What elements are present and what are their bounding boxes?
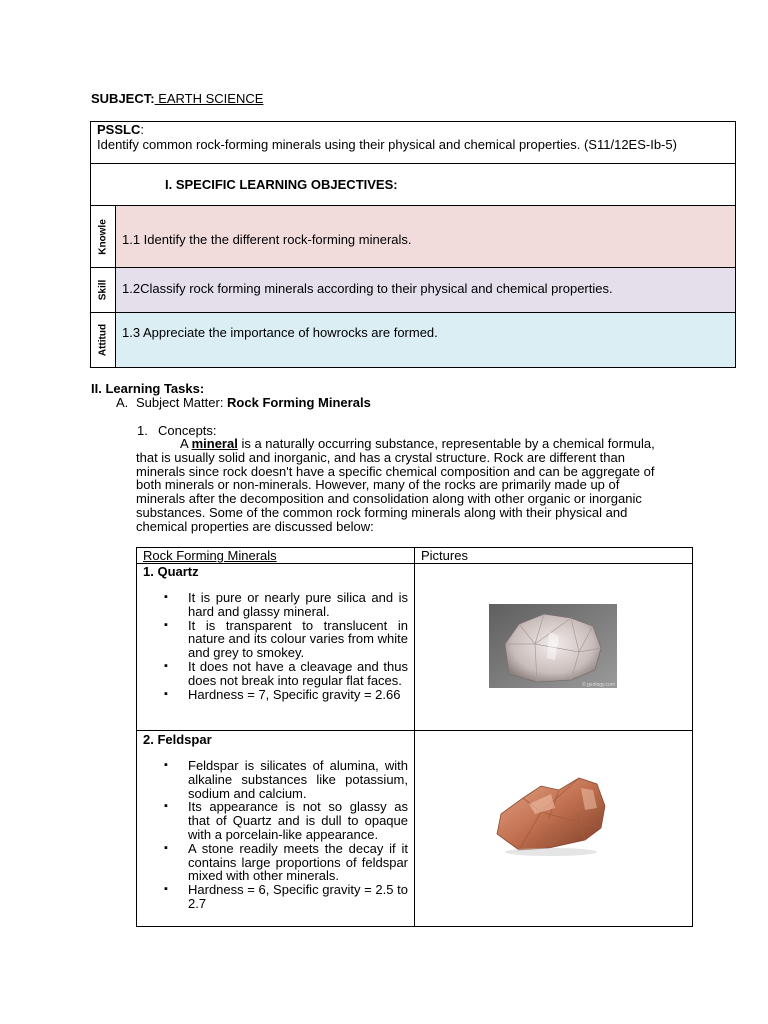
- list-item: ▪ Hardness = 6, Specific gravity = 2.5 to 2.7: [137, 883, 408, 911]
- learning-tasks-title: II. Learning Tasks:: [91, 381, 205, 396]
- psslc-text: Identify common rock-forming minerals using their physical and chemical properties. (S11/12ES-Ib-5): [97, 137, 677, 152]
- picture-credit: © geology.com: [581, 682, 615, 688]
- objectives-table: [90, 121, 736, 368]
- subject-matter-line: [116, 395, 371, 410]
- objective-row-knowledge: [91, 206, 735, 268]
- side-label-cell: [91, 268, 116, 312]
- objective-row-skill: [91, 268, 735, 313]
- minerals-table: [136, 547, 693, 927]
- list-item: ▪ Its appearance is not so glassy as that of Quartz and is dull to opaque with a porcelain-like appearance.: [137, 800, 408, 841]
- feldspar-picture: [489, 768, 619, 867]
- side-label-attitude: Attitud: [97, 323, 109, 357]
- objectives-heading-cell: [91, 164, 735, 206]
- side-label-knowledge: Knowle: [97, 218, 109, 255]
- psslc-cell: PSSLC: Identify common rock-forming minerals using their physical and chemical properties. (S11/12ES-Ib-5): [91, 122, 735, 164]
- quartz-properties-list: [137, 591, 408, 701]
- objectives-heading: I. SPECIFIC LEARNING OBJECTIVES:: [165, 177, 398, 192]
- list-letter: A.: [116, 395, 129, 410]
- subject-matter-value: Rock Forming Minerals: [227, 395, 371, 410]
- list-item: ▪ Hardness = 7, Specific gravity = 2.66: [137, 688, 408, 702]
- side-label-cell: [91, 206, 116, 267]
- psslc-label: PSSLC: [97, 122, 141, 137]
- objective-cell: [116, 313, 735, 367]
- side-label-skill: Skill: [97, 279, 109, 301]
- side-label-cell: [91, 313, 116, 367]
- minerals-table-header: [137, 548, 692, 564]
- list-item: ▪ Feldspar is silicates of alumina, with alkaline substances like potassium, sodium and calcium.: [137, 759, 408, 800]
- list-number: 1.: [137, 423, 148, 438]
- objective-cell: [116, 206, 735, 267]
- objective-text-attitude: 1.3 Appreciate the importance of howrocks are formed.: [122, 325, 438, 340]
- subject-value: EARTH SCIENCE: [154, 91, 264, 106]
- mineral-term: mineral: [191, 436, 238, 451]
- subject-matter-label: Subject Matter:: [136, 395, 228, 410]
- list-item: ▪ A stone readily meets the decay if it contains large proportions of feldspar mixed with other minerals.: [137, 842, 408, 883]
- list-item: ▪ It is transparent to translucent in nature and its colour varies from white and grey to smokey.: [137, 619, 408, 660]
- subject-line: [91, 91, 263, 106]
- concepts-label: Concepts:: [158, 423, 217, 438]
- feldspar-properties-list: [137, 759, 408, 911]
- concepts-paragraph: A mineral is a naturally occurring substance, representable by a chemical formula, that is usually solid and inorganic, and has a crystal structure. Rock are different than minerals since rock doesn't have a specific chemical composition and can be aggregate of both minerals or non-minerals. However, many of the rocks are primarily made up of minerals after the decomposition and consolidation along with other organic or inorganic substances. Some of the common rock forming minerals along with their physical and chemical properties are discussed below:: [136, 436, 655, 534]
- table-row: [137, 731, 692, 926]
- mineral-name-quartz: 1. Quartz: [143, 564, 199, 579]
- list-item: ▪ It does not have a cleavage and thus does not break into regular flat faces.: [137, 660, 408, 688]
- objective-cell: [116, 268, 735, 312]
- column-header-pictures: Pictures: [421, 548, 468, 563]
- column-header-minerals: Rock Forming Minerals: [143, 548, 277, 563]
- subject-label: SUBJECT:: [91, 91, 155, 106]
- mineral-name-feldspar: 2. Feldspar: [143, 732, 212, 747]
- quartz-picture: [489, 604, 617, 693]
- table-row: [137, 563, 692, 731]
- objective-text-knowledge: 1.1 Identify the the different rock-forming minerals.: [122, 232, 412, 247]
- objective-text-skill: 1.2Classify rock forming minerals according to their physical and chemical properties.: [122, 281, 613, 296]
- list-item: ▪ It is pure or nearly pure silica and is hard and glassy mineral.: [137, 591, 408, 619]
- objective-row-attitude: [91, 313, 735, 367]
